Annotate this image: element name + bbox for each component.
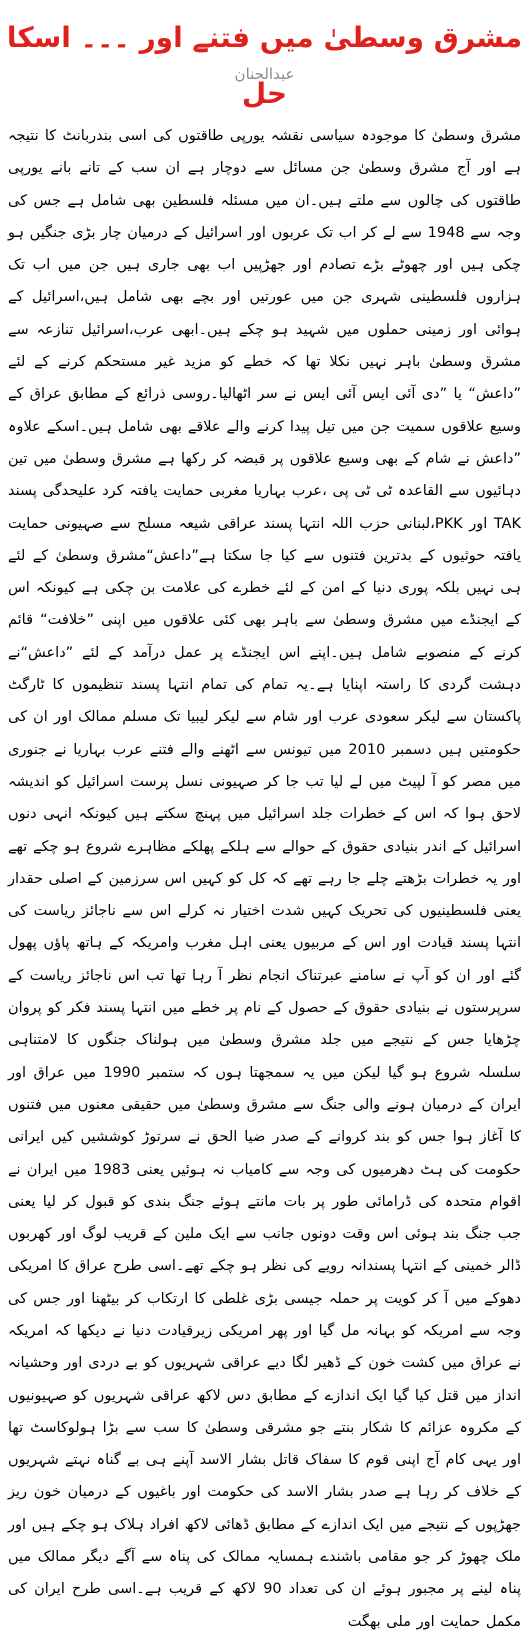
article-body: مشرق وسطیٰ کا موجودہ سیاسی نقشہ یورپی طاقتوں کی اسی بندربانٹ کا نتیجہ ہے اور آج مشرق وسطیٰ جن مسائل سے دوچار ہے ان سب کے تانے بانے یورپی طاقتوں کی چالوں سے ملتے ہیں۔ان میں مسئلہ فلسطین بھی شامل ہے جس کی وجہ سے 1948 سے لے کر اب تک عربوں اور اسرائیل کے درمیان چار بڑی جنگیں ہو چکی ہیں اور چھوٹے بڑے تصادم اور جھڑپیں اب بھی جاری ہیں جن میں اب تک ہزاروں فلسطینی شہری جن میں عورتیں اور بچے بھی شامل ہیں،اسرائیل کے ہوائی اور زمینی حملوں میں شہید ہو چکے ہیں۔ابھی عرب،اسرائیل تنازعہ سے مشرق وسطیٰ باہر نہیں نکلا تھا کہ خطے کو مزید غیر مستحکم کرنے کے لئے ”داعش“ یا ”دی آئی ایس آئی ایس نے سر اٹھالیا۔روسی ذرائع کے مطابق عراق کے وسیع علاقوں سمیت جن میں تیل پیدا کرنے والے علاقے بھی شامل ہیں۔اسکے علاوہ ”داعش نے شام کے بھی وسیع علاقوں پر قبضہ کر رکھا ہے مشرق وسطیٰ میں تین دہائیوں سے القاعدہ ٹی ٹی پی ،عرب بہاریا مغربی حمایت یافتہ کرد علیحدگی پسند TAK اور PKK،لبنانی حزب اللہ انتہا پسند عراقی شیعہ مسلح سے صہیونی حمایت یافتہ حوثیوں کے بدترین فتنوں سے کیا جا سکتا ہے”داعش“مشرق وسطیٰ کے لئے ہی نہیں بلکہ پوری دنیا کے امن کے لئے خطرے کی علامت بن چکی ہے کیونکہ اس کے ایجنڈے میں مشرق وسطیٰ سے باہر بھی کئی علاقوں میں اپنی ”خلافت“ قائم کرنے کے منصوبے شامل ہیں۔اپنے اس ایجنڈے پر عمل درآمد کے لئے ”داعش“نے دہشت گردی کا راستہ اپنایا ہے۔یہ تمام کی تمام انتہا پسند تنظیموں کا ٹارگٹ پاکستان سے لیکر سعودی عرب اور شام سے لیکر لیبیا تک مسلم ممالک اور ان کی حکومتیں ہیں دسمبر 2010 میں تیونس سے اٹھنے والے فتنے عرب بہاریا نے جنوری میں مصر کو آ لپیٹ میں لے لیا تب جا کر صہیونی نسل پرست اسرائیل کو اندیشہ لاحق ہوا کہ اس کے خطرات جلد اسرائیل میں پہنچ سکتے ہیں کیونکہ انہی دنوں اسرائیل کے اندر بنیادی حقوق کے حوالے سے ہلکے پھلکے مظاہرے شروع ہو چکے تھے اور یہ خطرات بڑھتے چلے جا رہے تھے کہ کل کو کہیں اس سرزمین کے اصلی حقدار یعنی فلسطینیوں کی تحریک کہیں شدت اختیار نہ کرلے اس سے ناجائز ریاست کی انتہا پسند قیادت اور اس کے مربیوں یعنی اہل مغرب وامریکہ کے ہاتھ پاؤں پھول گئے اور ان کو آپ نے سامنے عبرتناک انجام نظر آ رہا تھا تب اس ناجائز ریاست کے سرپرستوں نے بنیادی حقوق کے حصول کے نام پر خطے میں انتہا پسند فکر کو پروان چڑھایا جس کے نتیجے میں جلد مشرق وسطیٰ میں ہولناک جنگوں کا لامتناہی سلسلہ شروع ہو گیا لیکن میں یہ سمجھتا ہوں کہ ستمبر 1990 میں عراق اور ایران کے درمیان ہونے والی جنگ سے مشرق وسطیٰ میں حقیقی معنوں میں فتنوں کا آغاز ہوا جس کو بند کروانے کے صدر ضیا الحق نے سرتوڑ کوششیں کیں ایرانی حکومت کی ہٹ دھرمیوں کی وجہ سے کامیاب نہ ہوئیں یعنی 1983 میں ایران نے اقوام متحدہ کی ڈرامائی طور پر بات مانتے ہوئے جنگ بندی کو قبول کر لیا یعنی جب جنگ بند ہوئی اس وقت دونوں جانب سے ایک ملین کے قریب لوگ اور کھربوں ڈالر خمینی کے انتہا پسندانہ رویے کی نظر ہو چکے تھے۔اسی طرح عراق کا امریکی دھوکے میں آ کر کویت پر حملہ جیسی بڑی غلطی کا ارتکاب کر بیٹھنا اور جس کی وجہ سے امریکہ کو بہانہ مل گیا اور پھر امریکی زیرقیادت دنیا نے دیکھا کہ امریکہ نے عراق میں کشت خون کے ڈھیر لگا دیے عراقی شہریوں کو بے دردی اور وحشیانہ انداز میں قتل کیا گیا ایک اندازے کے مطابق دس لاکھ عراقی شہریوں کو صہیونیوں کے مکروہ عزائم کا شکار بنتے جو مشرقی وسطیٰ کا سب سے بڑا ہولوکاسٹ تھا اور یہی کام آج اپنی قوم کا سفاک قاتل بشار الاسد آپنے ہی بے گناہ نہتے شہریوں کے خلاف کر رہا ہے صدر بشار الاسد کی حکومت اور باغیوں کے درمیان خون ریز جھڑپوں کے نتیجے میں ایک اندازے کے مطابق ڈھائی لاکھ افراد ہلاک ہو چکے ہیں اور ملک چھوڑ کر جو مقامی باشندے ہمسایہ ممالک کی پناہ سے آگے دیگر ممالک میں پناہ لینے پر مجبور ہوئے ان کی تعداد 90 لاکھ کے قریب ہے۔اسی طرح ایران کی مکمل حمایت اور ملی بھگت — [8, 128, 522, 1630]
author-name: عبدالحنان — [234, 65, 295, 83]
article-title: مشرق وسطیٰ میں فتنے اور ۔۔۔ اسکا حل — [6, 21, 523, 110]
